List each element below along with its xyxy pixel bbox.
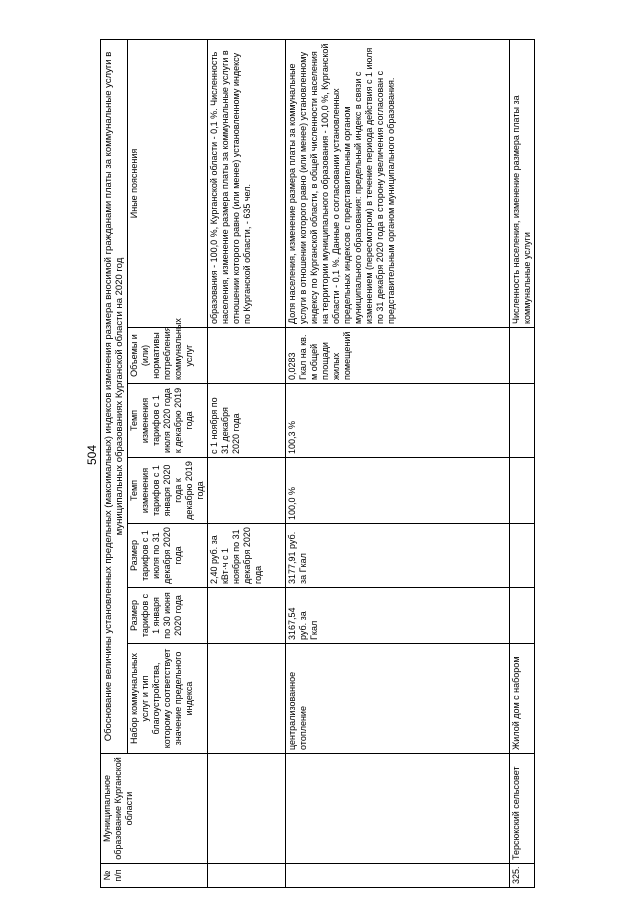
cell-rate-jan	[208, 458, 286, 524]
cell-volumes	[510, 328, 535, 384]
cell-rate-jul: 100,3 %	[286, 384, 510, 458]
cell-num	[208, 864, 286, 888]
header-municipality: Муниципальное образование Курганской области	[101, 754, 208, 864]
cell-volumes: 0,0283 Гкал на кв. м общей площади жилых помещений	[286, 328, 510, 384]
cell-municipality: Терсюкский сельсовет	[510, 754, 535, 864]
cell-rate-jan: 100,0 %	[286, 458, 510, 524]
cell-municipality	[286, 754, 510, 864]
cell-rate-jan	[510, 458, 535, 524]
table-title-row	[101, 39, 128, 887]
header-num: № п/п	[101, 864, 208, 888]
cell-service-set: Жилой дом с набором	[510, 644, 535, 754]
cell-rate-jul	[510, 384, 535, 458]
cell-notes: Доля населения, изменение размера платы за коммунальные услуги в отношении которого равно (или менее) установленному индексу по Курганской области, в общей численности населения на территории муниципального образования - 100,0 %, Курганской области - 0,1 %. Данные о согласовании установленных предельных индексов с представительным органом муниципального образования: предельный индекс в связи с изменением (пересмотром) в течение периода действия с 1 июля по 31 декабря 2020 года в сторону увеличения согласован с представительным органом муниципального образования.	[286, 39, 510, 327]
cell-tariff-jan	[208, 588, 286, 644]
cell-tariff-jul: 3177,91 руб. за Гкал	[286, 524, 510, 588]
cell-notes: Численность населения, изменение размера платы за коммунальные услуги	[510, 39, 535, 327]
cell-service-set: централизованное отопление	[286, 644, 510, 754]
header-volumes: Объемы и (или) нормативы потребления коммунальных услуг	[128, 328, 208, 384]
cell-num	[286, 864, 510, 888]
header-rate-jul: Темп изменения тарифов с 1 июля 2020 года к декабрю 2019 года	[128, 384, 208, 458]
table-row	[208, 39, 286, 887]
cell-tariff-jan	[510, 588, 535, 644]
header-tariff-jul: Размер тарифов с 1 июля по 31 декабря 2020 года	[128, 524, 208, 588]
header-notes: Иные пояснения	[128, 39, 208, 327]
cell-tariff-jul: 2,40 руб. за кВт·ч с 1 ноября по 31 декабря 2020 года	[208, 524, 286, 588]
cell-notes: образования - 100,0 %, Курганской области - 0,1 %. Численность населения, изменение размера платы за коммунальные услуги в отношении которого равно (или менее) установленному индексу по Курганской области, - 635 чел.	[208, 39, 286, 327]
landscape-page	[100, 43, 577, 888]
table-title: Обоснование величины установленных предельных (максимальных) индексов изменения размера вносимой гражданами платы за коммунальные услуги в муниципальных образованиях Курганской области на 2020 год	[101, 39, 128, 753]
header-service-set: Набор коммунальных услуг и тип благоустройства, которому соответствует значение предельного индекса	[128, 644, 208, 754]
cell-tariff-jan: 3167,54 руб. за Гкал	[286, 588, 510, 644]
cell-service-set	[208, 644, 286, 754]
cell-municipality	[208, 754, 286, 864]
header-rate-jan: Темп изменения тарифов с 1 января 2020 года к декабрю 2019 года	[128, 458, 208, 524]
cell-num: 325.	[510, 864, 535, 888]
cell-volumes	[208, 328, 286, 384]
cell-tariff-jul	[510, 524, 535, 588]
page-number: 504	[85, 444, 99, 466]
table-row	[510, 39, 535, 887]
cell-rate-jul: с 1 ноября по 31 декабря 2020 года	[208, 384, 286, 458]
table-row	[286, 39, 510, 887]
rotated-table-area	[100, 43, 577, 888]
tariff-index-table	[100, 39, 535, 888]
header-tariff-jan: Размер тарифов с 1 января по 30 июня 2020 года	[128, 588, 208, 644]
